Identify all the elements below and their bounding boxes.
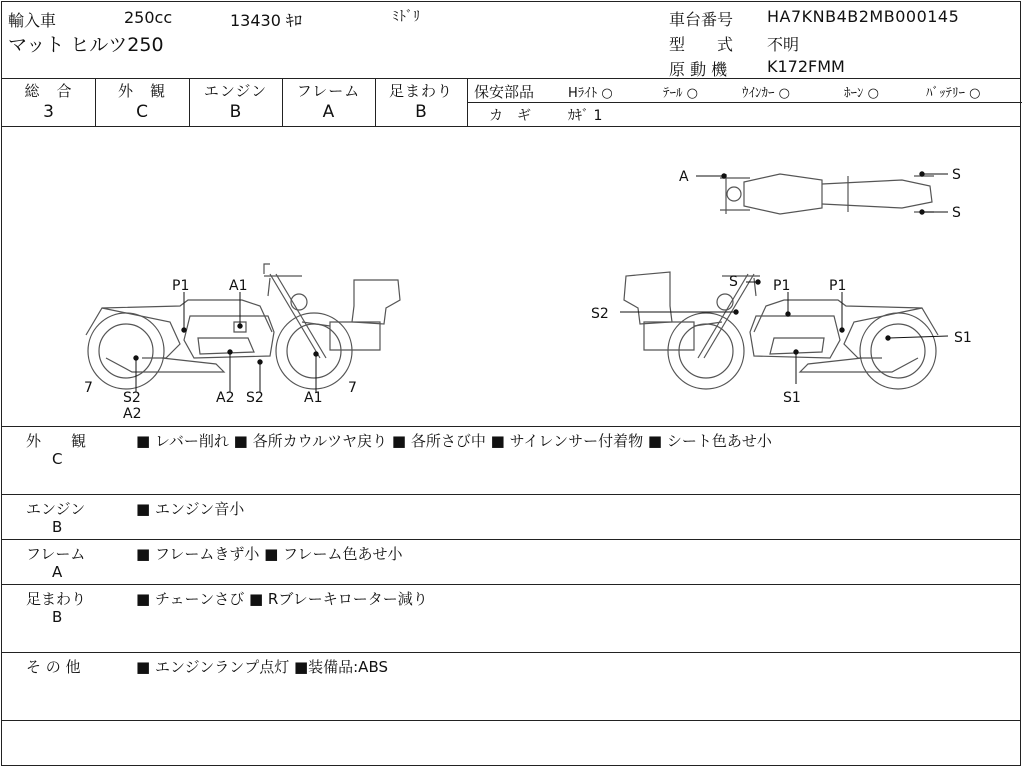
diagram-label: S bbox=[952, 205, 961, 221]
diagram-label: S bbox=[952, 167, 961, 183]
section-grade: B bbox=[52, 608, 63, 626]
diagram-label: S bbox=[729, 274, 738, 290]
safety-label: 保安部品 bbox=[474, 83, 535, 101]
diagram-label: S2 bbox=[123, 390, 141, 406]
section-label: 外 観 bbox=[26, 432, 87, 450]
engine-label: 原 動 機 bbox=[669, 60, 728, 79]
section-notes: ■ フレームきず小 ■ フレーム色あせ小 bbox=[136, 545, 403, 563]
mileage: 13430 ｷﾛ bbox=[230, 11, 302, 30]
section-engine bbox=[2, 494, 1020, 540]
rating-engine-value: B bbox=[229, 102, 242, 122]
safety-tail: ﾃｰﾙ ○ bbox=[663, 86, 698, 101]
rating-frame-value: A bbox=[322, 102, 335, 122]
diagram-label: A bbox=[679, 169, 689, 185]
inspection-sheet bbox=[1, 1, 1021, 766]
rating-total-label: 総 合 bbox=[24, 82, 73, 100]
safety-winker: ｳｲﾝｶｰ ○ bbox=[742, 86, 790, 101]
section-notes: ■ エンジン音小 bbox=[136, 500, 245, 518]
section-label: エンジン bbox=[26, 500, 86, 518]
chassis-value: HA7KNB4B2MB000145 bbox=[767, 7, 960, 26]
vehicle-header bbox=[2, 2, 1020, 79]
diagram-label: 7 bbox=[84, 380, 93, 396]
vehicle-color: ﾐﾄﾞﾘ bbox=[392, 9, 420, 25]
rating-exterior-label: 外 観 bbox=[117, 82, 166, 100]
section-notes: ■ エンジンランプ点灯 ■装備品:ABS bbox=[136, 658, 388, 676]
section-grade: C bbox=[52, 450, 63, 468]
diagram-label: S2 bbox=[246, 390, 264, 406]
section-label: そ の 他 bbox=[26, 658, 81, 676]
diagram-label: A1 bbox=[229, 278, 248, 294]
safety-horn: ﾎｰﾝ ○ bbox=[844, 86, 879, 101]
type-label: 型 式 bbox=[669, 35, 734, 54]
rating-engine-label: エンジン bbox=[203, 82, 268, 100]
section-grade: B bbox=[52, 518, 63, 536]
rating-total-value: 3 bbox=[43, 102, 54, 122]
diagram-label: S1 bbox=[783, 390, 801, 406]
import-label: 輸入車 bbox=[8, 11, 57, 30]
section-notes: ■ チェーンさび ■ Rブレーキローター減り bbox=[136, 590, 428, 608]
diagram-label: P1 bbox=[172, 278, 190, 294]
diagram-label: 7 bbox=[348, 380, 357, 396]
diagram-label: A1 bbox=[304, 390, 323, 406]
diagram-label: S1 bbox=[954, 330, 972, 346]
rating-chassis-value: B bbox=[415, 102, 427, 122]
diagram-label: A2 bbox=[216, 390, 235, 406]
key-label: カ ギ bbox=[489, 108, 531, 124]
engine-value: K172FMM bbox=[767, 57, 845, 76]
top-view bbox=[720, 174, 934, 214]
damage-diagram bbox=[2, 126, 1020, 427]
diagram-label: P1 bbox=[829, 278, 847, 294]
section-other bbox=[2, 652, 1020, 721]
rating-table bbox=[2, 78, 1020, 127]
diagram-label: S2 bbox=[591, 306, 609, 322]
diagram-label: A2 bbox=[123, 406, 142, 422]
safety-battery: ﾊﾞｯﾃﾘｰ ○ bbox=[926, 86, 981, 101]
displacement: 250cc bbox=[124, 8, 173, 27]
rating-frame-label: フレーム bbox=[296, 82, 361, 100]
section-suspension bbox=[2, 584, 1020, 653]
key-value: ｶｷﾞ 1 bbox=[568, 108, 603, 124]
motorcycle-diagram-svg bbox=[2, 126, 1022, 426]
section-label: フレーム bbox=[26, 545, 86, 563]
safety-headlight: Hﾗｲﾄ ○ bbox=[568, 86, 613, 101]
section-exterior bbox=[2, 426, 1020, 495]
rating-exterior-value: C bbox=[136, 102, 148, 122]
section-grade: A bbox=[52, 563, 63, 581]
type-value: 不明 bbox=[767, 35, 800, 54]
rating-chassis-label: 足まわり bbox=[388, 82, 453, 100]
section-notes: ■ レバー削れ ■ 各所カウルツヤ戻り ■ 各所さび中 ■ サイレンサー付着物 ■ シート色あせ小 bbox=[136, 432, 772, 450]
section-frame bbox=[2, 539, 1020, 585]
model-name: マット ヒルツ250 bbox=[8, 34, 164, 56]
diagram-label: P1 bbox=[773, 278, 791, 294]
chassis-label: 車台番号 bbox=[669, 10, 734, 29]
section-label: 足まわり bbox=[26, 590, 87, 608]
